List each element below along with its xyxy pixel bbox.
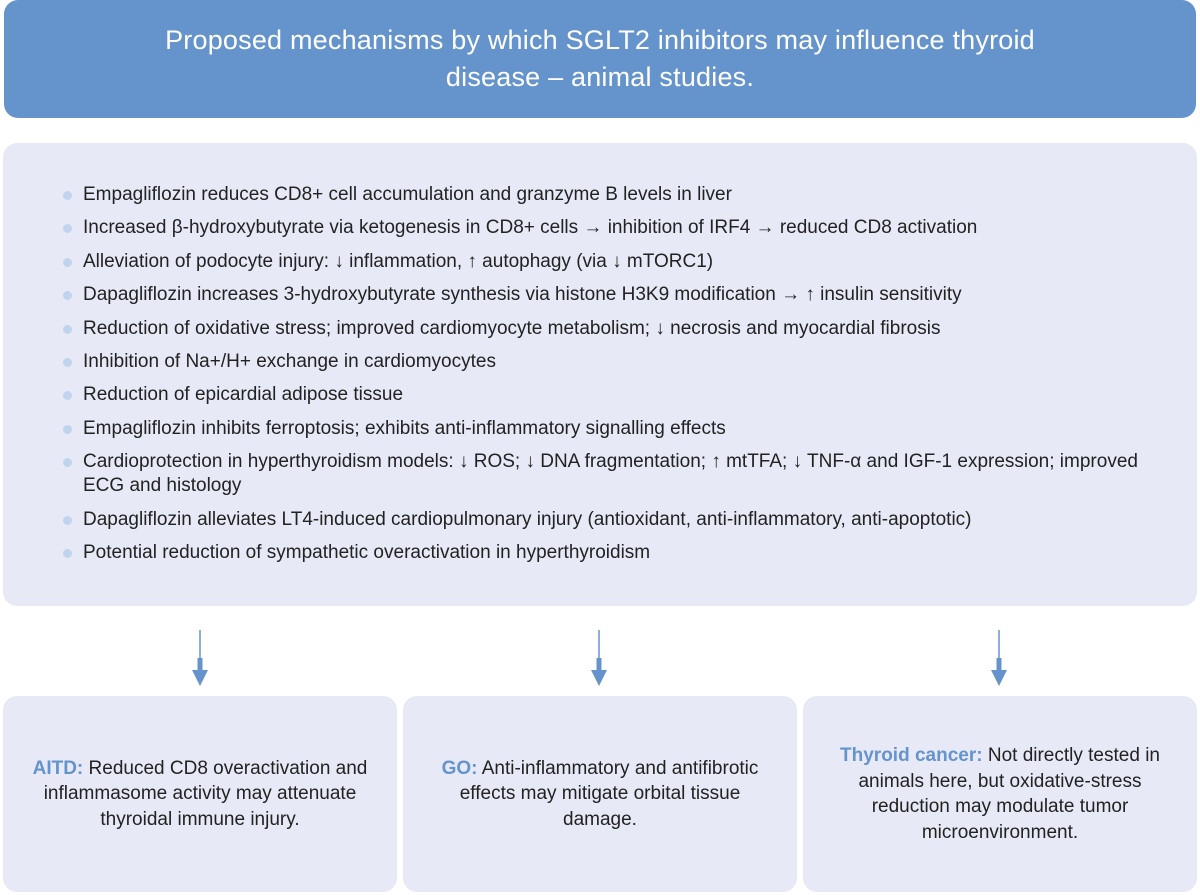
mechanism-item [63,383,1177,407]
bullet-dot-icon [63,258,72,267]
bullet-dot-icon [63,358,72,367]
outcome-label: Thyroid cancer: [840,745,983,766]
outcome-box-aitd [3,696,397,892]
outcome-text [825,743,1175,845]
mechanism-item [63,216,1177,240]
mechanism-item [63,317,1177,341]
mechanism-text: Dapagliflozin increases 3-hydroxybutyrate synthesis via histone H3K9 modification → ↑ insulin sensitivity [83,284,962,306]
mechanism-text: Increased β-hydroxybutyrate via ketogenesis in CD8+ cells → inhibition of IRF4 → reduced CD8 activation [83,217,978,239]
mechanism-item [63,450,1177,498]
mechanism-text: Dapagliflozin alleviates LT4-induced cardiopulmonary injury (antioxidant, anti-inflammatory, anti-apoptotic) [83,508,972,530]
mechanism-text: Empagliflozin reduces CD8+ cell accumulation and granzyme B levels in liver [83,184,732,205]
outcome-box-go [403,696,797,892]
title-banner [4,0,1196,118]
bullet-dot-icon [63,325,72,334]
mechanism-list [63,183,1177,565]
mechanism-text: Reduction of epicardial adipose tissue [83,384,404,406]
bullet-dot-icon [63,458,72,467]
bullet-dot-icon [63,291,72,300]
bullet-dot-icon [63,191,72,200]
bullet-dot-icon [63,224,72,233]
bullet-dot-icon [63,549,72,558]
mechanism-text: Empagliflozin inhibits ferroptosis; exhibits anti-inflammatory signalling effects [83,417,726,439]
outcome-description: Anti-inflammatory and antifibrotic effects may mitigate orbital tissue damage. [459,757,759,830]
outcome-text [425,756,775,833]
mechanism-text: Inhibition of Na+/H+ exchange in cardiomyocytes [83,350,496,372]
down-arrow-icon [989,630,1009,686]
bullet-dot-icon [63,516,72,525]
mechanism-item [63,508,1177,532]
mechanism-text: Alleviation of podocyte injury: ↓ inflammation, ↑ autophagy (via ↓ mTORC1) [83,250,714,272]
outcome-text [25,756,375,833]
mechanism-item [63,350,1177,374]
mechanism-text: Reduction of oxidative stress; improved cardiomyocyte metabolism; ↓ necrosis and myocardial fibrosis [83,317,941,339]
mechanism-text: Potential reduction of sympathetic overactivation in hyperthyroidism [83,541,651,563]
bullet-dot-icon [63,425,72,434]
bullet-dot-icon [63,391,72,400]
mechanism-text: Cardioprotection in hyperthyroidism models: ↓ ROS; ↓ DNA fragmentation; ↑ mtTFA; ↓ TNF-α and IGF-1 expression; improved ECG and histology [83,451,1138,497]
mechanism-item [63,283,1177,307]
outcome-description: Not directly tested in animals here, but oxidative-stress reduction may modulate tumor microenvironment. [858,745,1160,843]
outcome-description: Reduced CD8 overactivation and inflammasome activity may attenuate thyroidal immune injury. [43,757,368,830]
mechanism-item [63,183,1177,207]
diagram-title: Proposed mechanisms by which SGLT2 inhibitors may influence thyroid disease – animal studies. [165,25,1035,92]
outcome-box-thyroid-cancer [803,696,1197,892]
down-arrow-icon [589,630,609,686]
mechanism-item [63,417,1177,441]
down-arrow-icon [190,630,210,686]
outcome-label: AITD: [32,757,84,779]
mechanisms-panel [3,143,1197,606]
mechanism-item [63,541,1177,565]
mechanism-item [63,250,1177,274]
outcome-label: GO: [441,757,478,779]
